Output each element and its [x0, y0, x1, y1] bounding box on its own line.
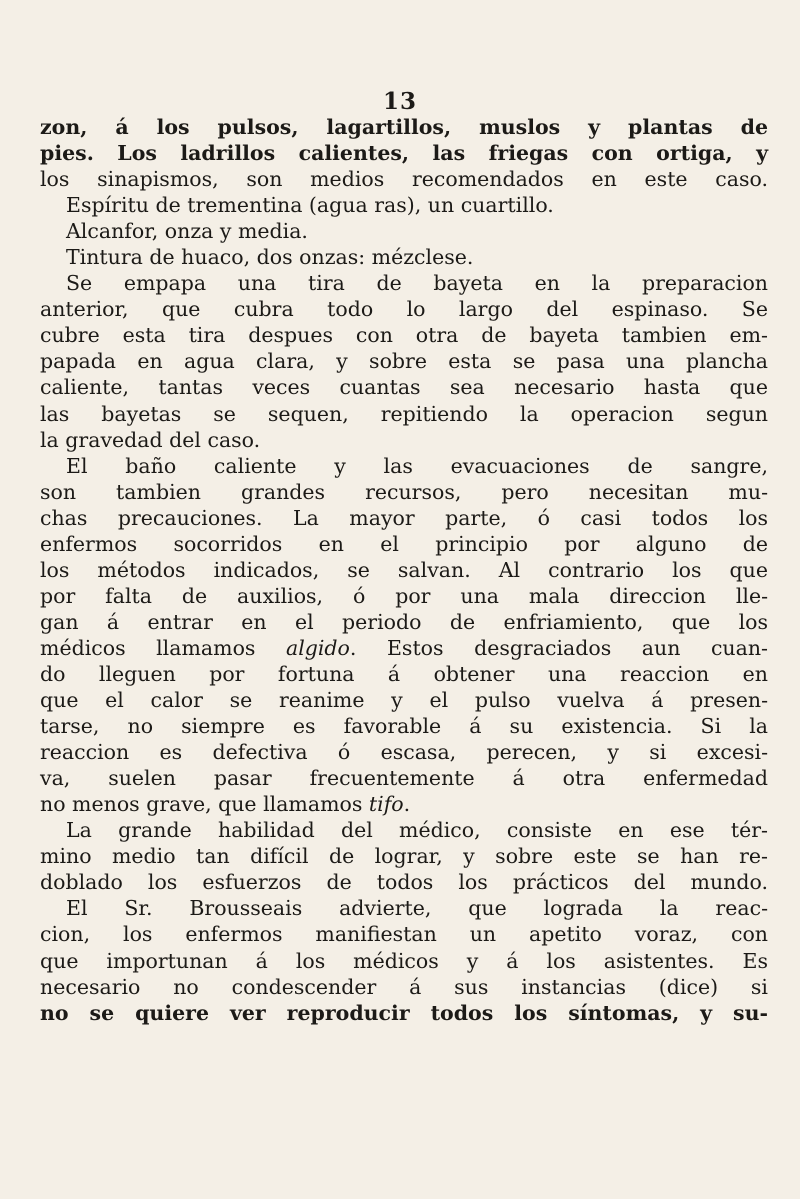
text-line: cion, los enfermos manifiestan un apetito voraz, con: [40, 922, 768, 947]
text-line: chas precauciones. La mayor parte, ó casi todos los: [40, 505, 768, 530]
text-line: no se quiere ver reproducir todos los síntomas, y su-: [40, 1000, 768, 1025]
page-number: 13: [382, 88, 417, 115]
text-line: va, suelen pasar frecuentemente á otra enfermedad: [40, 766, 768, 791]
text-line: zon, á los pulsos, lagartillos, muslos y plantas de: [40, 115, 768, 139]
text-line: que importunan á los médicos y á los asistentes. Es: [40, 948, 768, 973]
text-line: papada en agua clara, y sobre esta se pasa una plancha: [40, 349, 768, 374]
text-line: los sinapismos, son medios recomendados en este caso.: [40, 167, 768, 192]
text-line: El baño caliente y las evacuaciones de sangre,: [66, 453, 768, 478]
text-line: no menos grave, que llamamos tifo.: [40, 792, 411, 817]
text-line: do lleguen por fortuna á obtener una reaccion en: [40, 661, 768, 686]
text-line: la gravedad del caso.: [40, 427, 261, 452]
text-line: las bayetas se sequen, repitiendo la operacion segun: [40, 401, 768, 426]
text-line: Alcanfor, onza y media.: [66, 219, 308, 244]
text-line: tarse, no siempre es favorable á su existencia. Si la: [40, 714, 768, 739]
text-line: por falta de auxilios, ó por una mala direccion lle-: [40, 583, 768, 608]
body-text: [40, 114, 768, 1026]
text-line: pies. Los ladrillos calientes, las friegas con ortiga, y: [40, 141, 768, 166]
text-line: Espíritu de trementina (agua ras), un cuartillo.: [66, 193, 554, 218]
text-line: enfermos socorridos en el principio por alguno de: [40, 531, 768, 556]
text-line: anterior, que cubra todo lo largo del espinaso. Se: [40, 297, 768, 322]
text-line: El Sr. Brousseais advierte, que lograda la reac-: [66, 896, 768, 921]
text-line: La grande habilidad del médico, consiste en ese tér-: [66, 818, 768, 843]
text-line: doblado los esfuerzos de todos los prácticos del mundo.: [40, 870, 768, 895]
text-line: Se empapa una tira de bayeta en la preparacion: [66, 271, 768, 296]
text-line: cubre esta tira despues con otra de bayeta tambien em-: [40, 323, 768, 348]
text-line: Tintura de huaco, dos onzas: mézclese.: [66, 245, 474, 270]
text-line: los métodos indicados, se salvan. Al contrario los que: [40, 557, 768, 582]
text-line: necesario no condescender á sus instancias (dice) si: [40, 974, 768, 999]
text-line: mino medio tan difícil de lograr, y sobre este se han re-: [40, 844, 768, 869]
text-line: que el calor se reanime y el pulso vuelva á presen-: [40, 688, 768, 713]
text-line: caliente, tantas veces cuantas sea necesario hasta que: [40, 375, 768, 400]
text-line: son tambien grandes recursos, pero necesitan mu-: [40, 479, 768, 504]
text-line: reaccion es defectiva ó escasa, perecen, y si excesi-: [40, 740, 768, 765]
text-line: médicos llamamos algido. Estos desgraciados aun cuan-: [40, 635, 768, 660]
text-line: gan á entrar en el periodo de enfriamiento, que los: [40, 609, 768, 634]
